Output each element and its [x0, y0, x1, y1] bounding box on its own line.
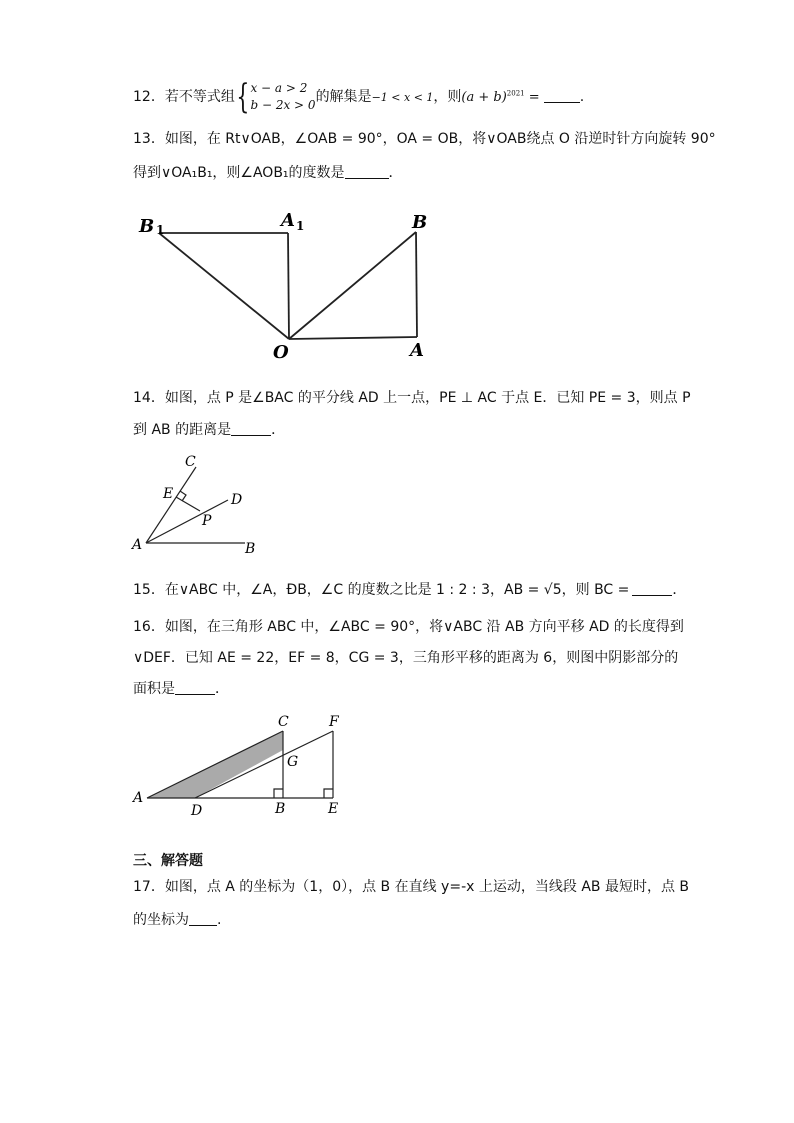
q17-line-1: 17．如图，点 A 的坐标为（1，0），点 B 在直线 y=-x 上运动，当线段 AB 最短时，点 B — [133, 879, 689, 895]
q12-answer-blank[interactable] — [544, 88, 580, 103]
q13-line-1: 13．如图，在 Rt∨OAB，∠OAB = 90°，OA = OB，将∨OAB绕点 O 沿逆时针方向旋转 90° — [133, 131, 716, 147]
q14-label-a: A — [132, 537, 143, 553]
q14-line-2 — [133, 420, 285, 440]
q14-label-p: P — [202, 513, 212, 529]
q16-shaded-region — [147, 731, 283, 798]
q17-end: . — [217, 912, 222, 928]
q17-answer-blank[interactable] — [189, 911, 217, 926]
q16-answer-blank[interactable] — [175, 680, 215, 695]
q14-segment-pe — [176, 497, 200, 511]
q13-segment-a1o — [288, 233, 289, 339]
q12-expr: (a + b) — [461, 90, 507, 105]
q13-end: ． — [388, 165, 403, 181]
q16-label-f: F — [329, 714, 339, 730]
q12-equals: = — [524, 90, 544, 105]
q14-ray-ac — [146, 467, 196, 543]
q14-answer-blank[interactable] — [231, 421, 271, 436]
q16-right-angle-b — [274, 789, 283, 798]
q15-answer-blank[interactable] — [632, 581, 672, 596]
q12-range: −1 < x < 1 — [371, 91, 434, 104]
q15-end: ． — [672, 582, 687, 598]
q14-label-e: E — [163, 486, 174, 502]
q13-segment-ob — [289, 232, 416, 339]
q14-line-2-text: 到 AB 的距离是 — [133, 422, 232, 438]
q17-line-2 — [133, 910, 221, 930]
q16-label-a: A — [133, 790, 144, 806]
q13-segment-ba — [416, 232, 417, 337]
q12-system — [250, 80, 315, 114]
q14-ray-ad — [146, 500, 228, 543]
q16-end: ． — [215, 681, 229, 697]
q12-text-1: 若不等式组 — [164, 89, 235, 105]
q14-line-1: 14．如图，点 P 是∠BAC 的平分线 AD 上一点，PE ⊥ AC 于点 E．已知 PE = 3，则点 P — [133, 390, 691, 406]
q16-segment-ac — [147, 731, 283, 798]
q15-line-1 — [133, 580, 686, 600]
q16-label-e: E — [328, 801, 339, 817]
q13-segment-oa — [289, 337, 417, 339]
q13-label-b1: B — [139, 216, 155, 237]
q17-line-2-text: 的坐标为 — [133, 912, 189, 928]
q13-label-b: B — [412, 212, 428, 233]
q14-label-b: B — [245, 541, 256, 557]
q15-text: 15．在∨ABC 中，∠A，ÐB，∠C 的度数之比是 1 : 2 : 3，AB = √5，则 BC = — [133, 582, 630, 598]
section-heading: 三、解答题 — [133, 853, 203, 869]
q12-text-3: ，则 — [433, 89, 462, 105]
q12-eq2: b − 2x > 0 — [250, 98, 316, 112]
q16-line-3 — [133, 679, 229, 699]
q16-label-c: C — [278, 714, 289, 730]
q16-right-angle-e — [324, 789, 333, 798]
q13-label-a1-sub: 1 — [296, 219, 305, 233]
q13-segment-b1o — [159, 233, 289, 339]
q12-exponent: 2021 — [506, 89, 525, 98]
q13-label-a: A — [410, 340, 424, 361]
q14-label-c: C — [185, 454, 196, 470]
q13-line-2-text: 得到∨OA₁B₁，则∠AOB₁的度数是 — [133, 165, 345, 181]
q13-label-b1-sub: 1 — [156, 223, 165, 237]
q13-answer-blank[interactable] — [345, 164, 389, 179]
q12-number: 12． — [133, 89, 165, 105]
q13-label-o: O — [273, 342, 289, 363]
q16-label-d: D — [191, 803, 203, 819]
q13-line-2 — [133, 163, 403, 183]
q12-brace: { — [236, 77, 250, 117]
q14-label-d: D — [231, 492, 243, 508]
q16-line-2: ∨DEF．已知 AE = 22，EF = 8，CG = 3，三角形平移的距离为 6，则图中阴影部分的 — [133, 650, 679, 666]
q12-end: . — [579, 89, 585, 105]
question-12 — [133, 77, 585, 117]
q12-text-2: 的解集是 — [315, 89, 372, 105]
q12-eq1: x − a > 2 — [250, 81, 308, 95]
q16-label-g: G — [287, 754, 299, 770]
q16-label-b: B — [275, 801, 286, 817]
q16-line-3-text: 面积是 — [133, 681, 175, 697]
q16-segment-df — [195, 731, 333, 798]
q14-end: ． — [271, 422, 286, 438]
q16-line-1: 16．如图，在三角形 ABC 中，∠ABC = 90°，将∨ABC 沿 AB 方向平移 AD 的长度得到 — [133, 619, 684, 635]
q13-label-a1: A — [281, 210, 295, 231]
q14-right-angle-mark — [180, 491, 186, 501]
